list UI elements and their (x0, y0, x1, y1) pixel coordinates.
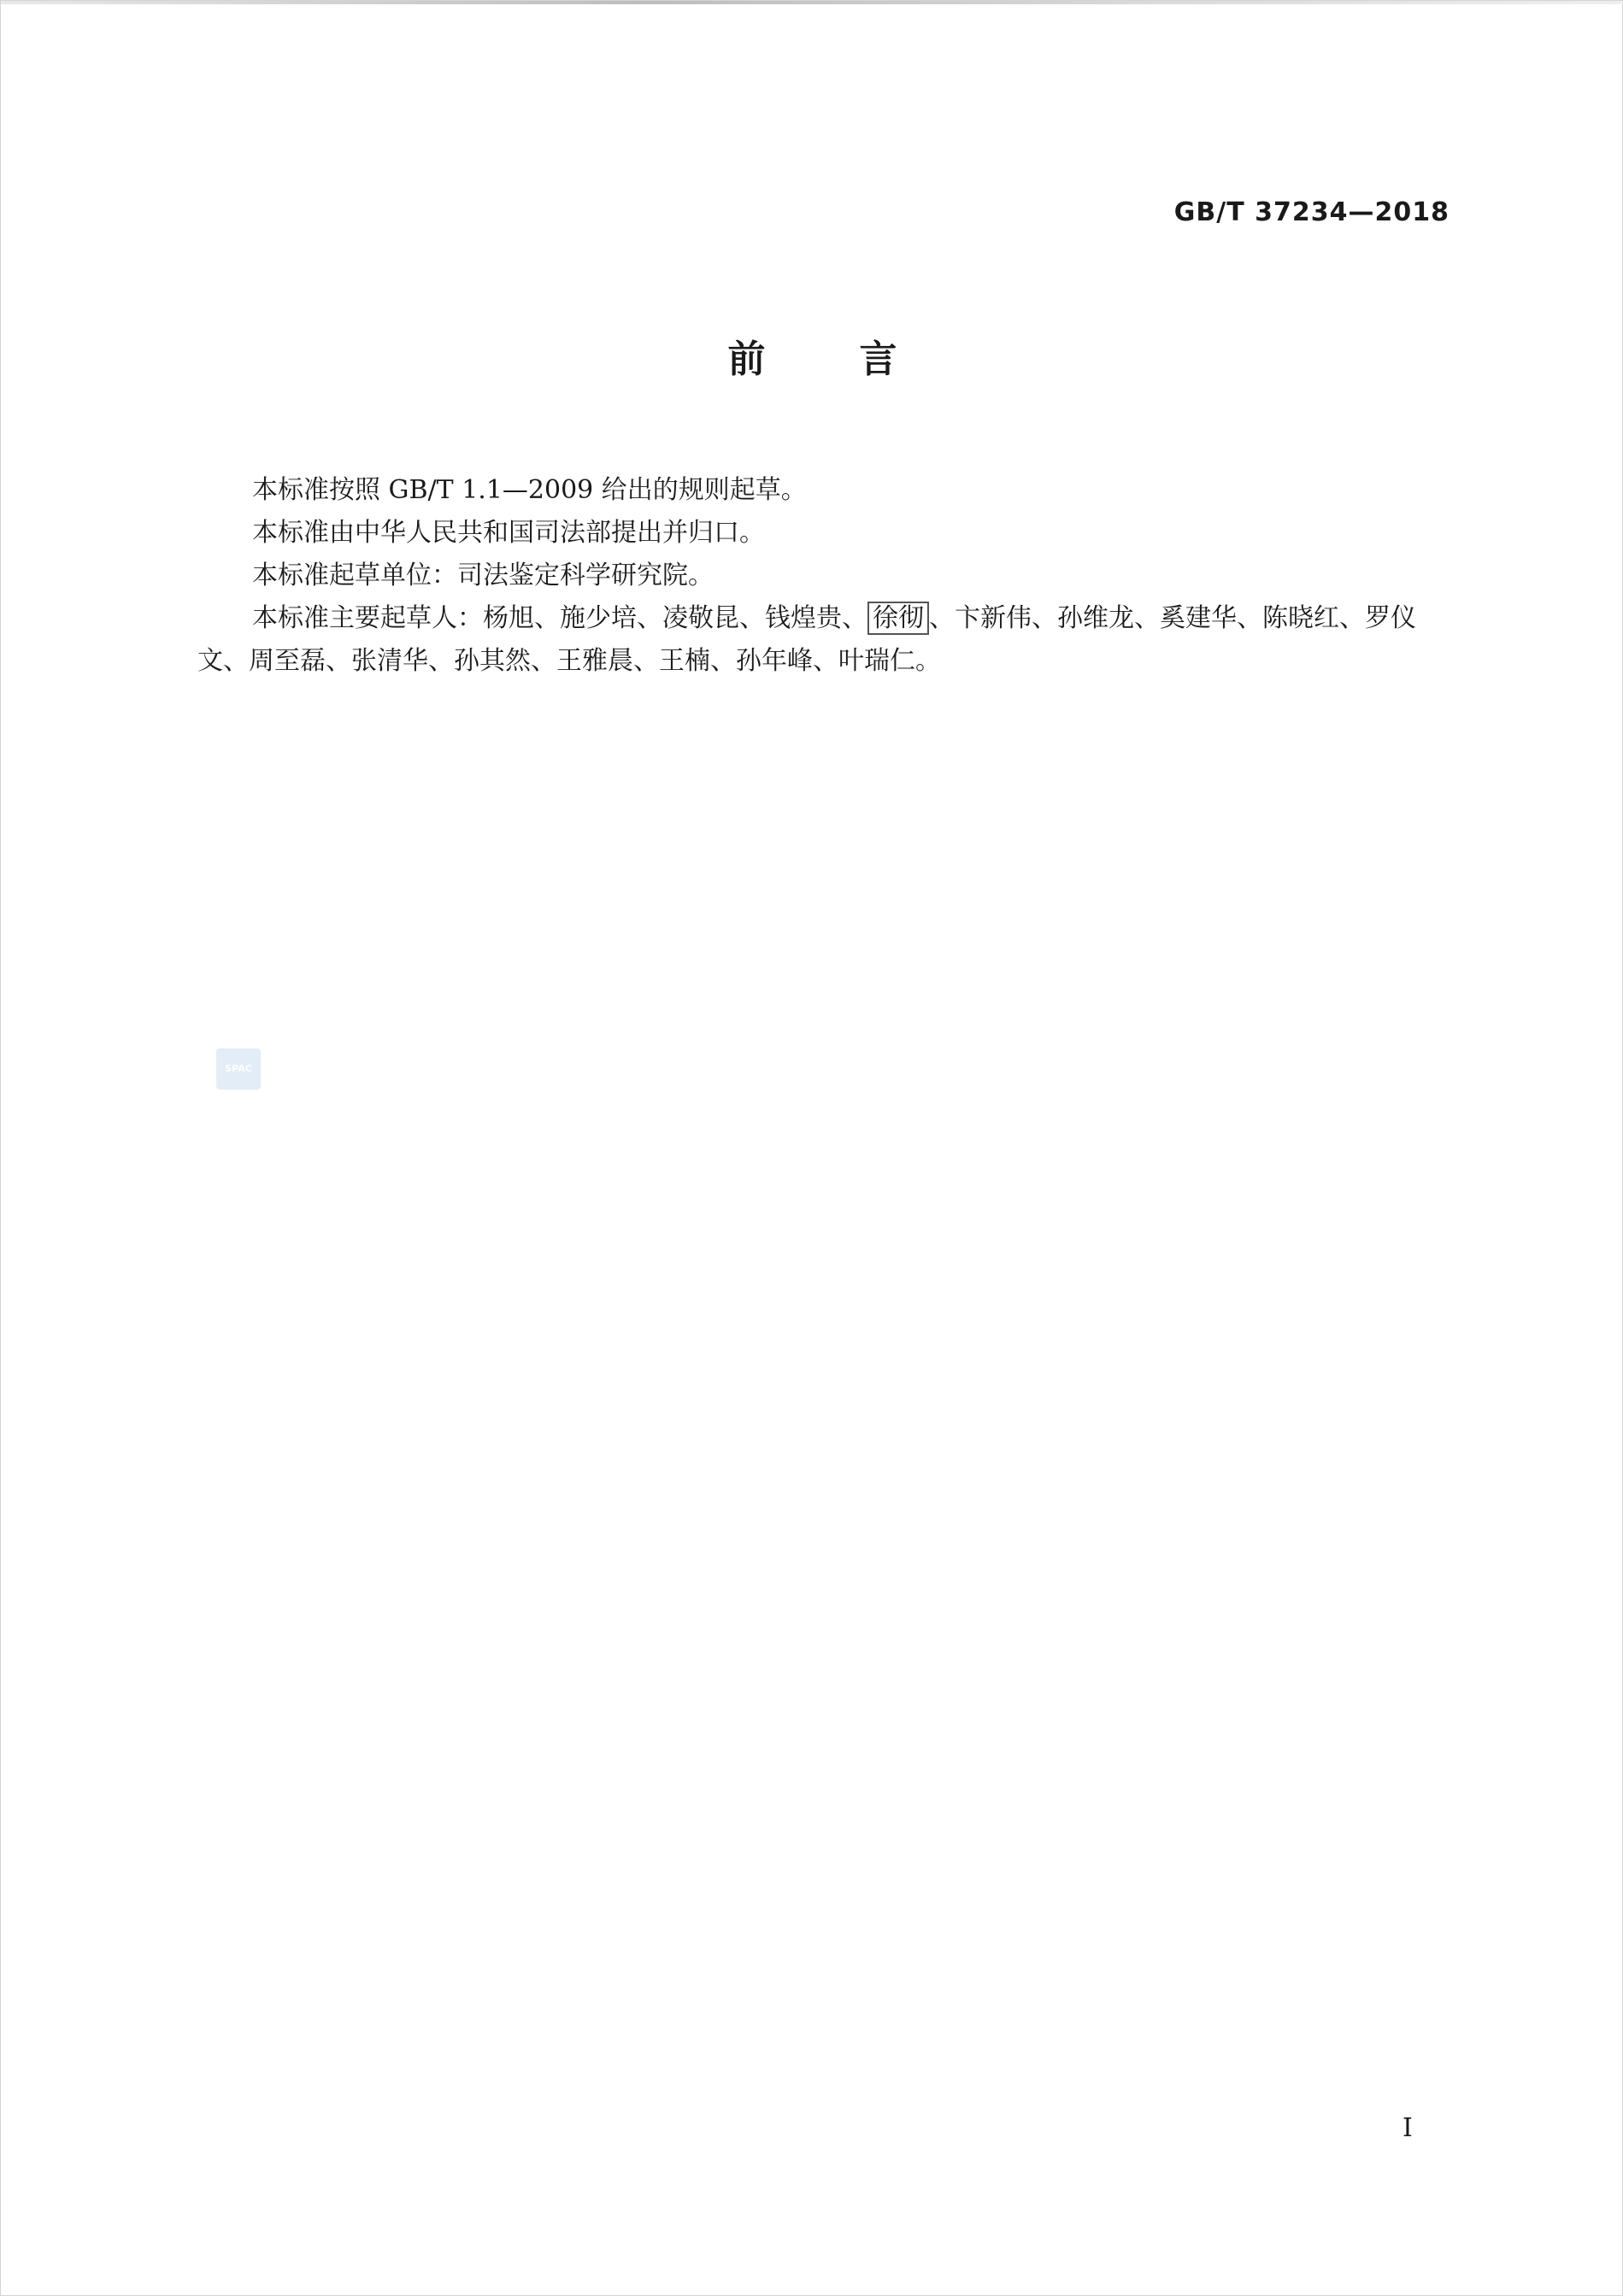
page-number: I (1402, 2113, 1413, 2143)
standard-number: GB/T 37234—2018 (1173, 197, 1450, 227)
highlighted-name[interactable]: 徐彻 (867, 602, 929, 635)
paragraph-proposer: 本标准由中华人民共和国司法部提出并归口。 (252, 518, 765, 548)
drafters-before: 本标准主要起草人：杨旭、施少培、凌敬昆、钱煌贵、 (252, 603, 867, 633)
watermark-logo: SPAC (216, 1048, 261, 1089)
paragraph-drafting-rules: 本标准按照 GB/T 1.1—2009 给出的规则起草。 (252, 475, 807, 505)
page-title (1, 336, 1623, 384)
paragraph-drafting-unit: 本标准起草单位：司法鉴定科学研究院。 (252, 561, 714, 590)
drafters-after: 、卞新伟、孙维龙、奚建华、陈晓红、罗仪文、周至磊、张清华、孙其然、王雅晨、王楠、孙年峰、叶瑞仁。 (197, 603, 1416, 676)
paragraph-drafters (197, 597, 1454, 683)
title-right-char: 言 (859, 338, 897, 381)
page-top-edge (1, 1, 1623, 4)
foreword-body (197, 469, 1454, 683)
title-left-char: 前 (727, 338, 766, 381)
